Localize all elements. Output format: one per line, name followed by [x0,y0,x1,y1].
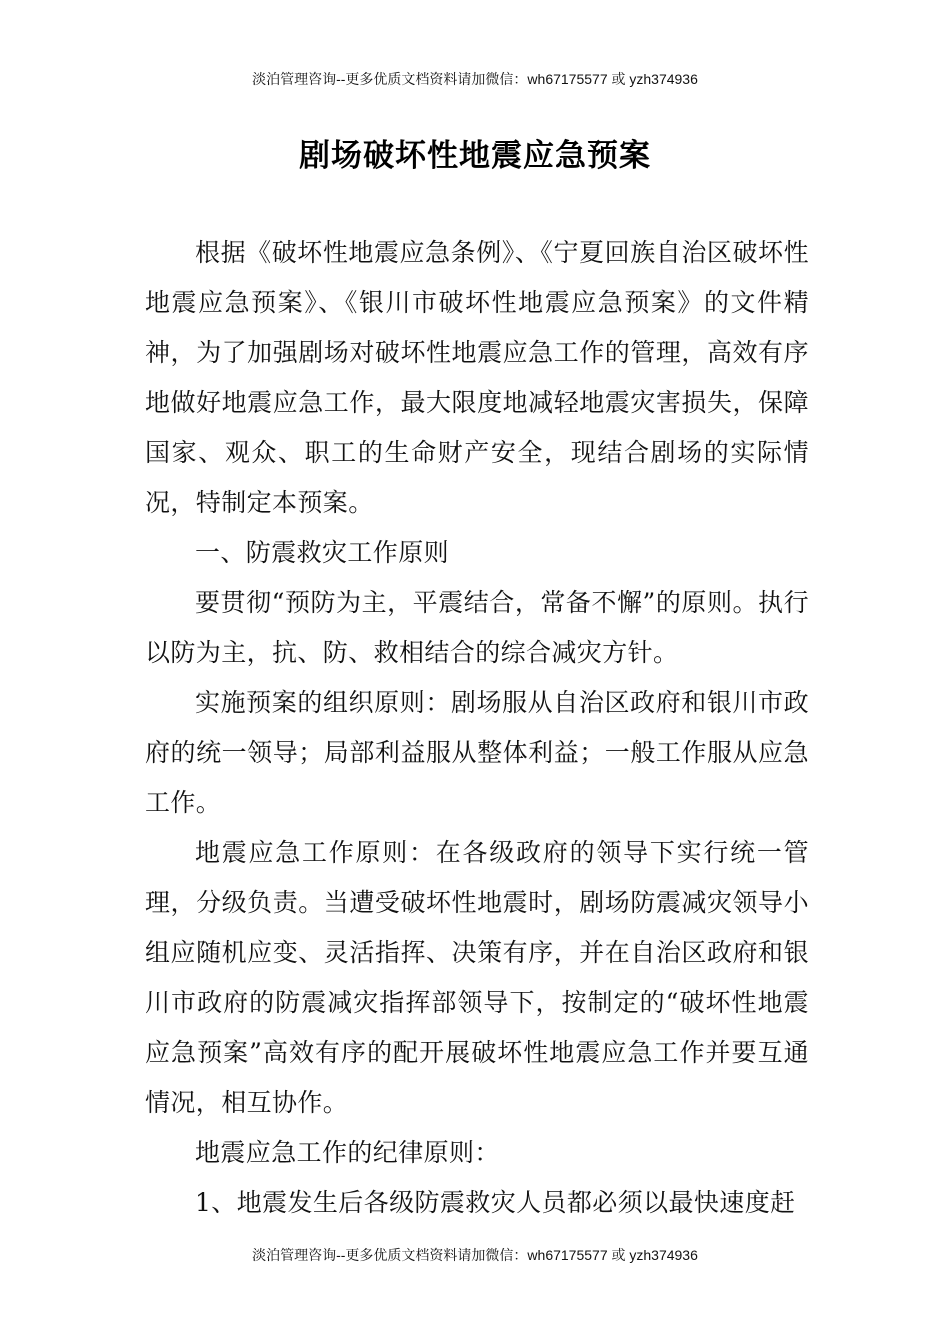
page-header: 淡泊管理咨询--更多优质文档资料请加微信：wh67175577 或 yzh374936 [252,71,698,87]
paragraph-item-1: 1、地震发生后各级防震救灾人员都必须以最快速度赶 [195,1188,796,1217]
paragraph-organization-principle: 实施预案的组织原则：剧场服从自治区政府和银川市政府的统一领导；局部利益服从整体利益；一般工作服从应急工作。 [145,688,809,817]
page-footer: 淡泊管理咨询--更多优质文档资料请加微信：wh67175577 或 yzh374936 [252,1247,698,1263]
section-heading: 一、防震救灾工作原则 [195,538,450,567]
paragraph-discipline-heading: 地震应急工作的纪律原则： [195,1138,500,1167]
paragraph-principle: 要贯彻“预防为主，平震结合，常备不懈”的原则。执行以防为主，抗、防、救相结合的综合减灾方针。 [145,588,809,667]
paragraph-intro: 根据《破坏性地震应急条例》、《宁夏回族自治区破坏性地震应急预案》、《银川市破坏性地震应急预案》的文件精神，为了加强剧场对破坏性地震应急工作的管理，高效有序地做好地震应急工作，最大限度地减轻地震灾害损失，保障国家、观众、职工的生命财产安全，现结合剧场的实际情况，特制定本预案。 [145,238,809,517]
paragraph-emergency-principle: 地震应急工作原则：在各级政府的领导下实行统一管理，分级负责。当遭受破坏性地震时，剧场防震减灾领导小组应随机应变、灵活指挥、决策有序，并在自治区政府和银川市政府的防震减灾指挥部领导下，按制定的“破坏性地震应急预案”高效有序的配开展破坏性地震应急工作并要互通情况，相互协作。 [145,838,809,1117]
document-body [145,228,809,1228]
document-title: 剧场破坏性地震应急预案 [299,138,651,174]
